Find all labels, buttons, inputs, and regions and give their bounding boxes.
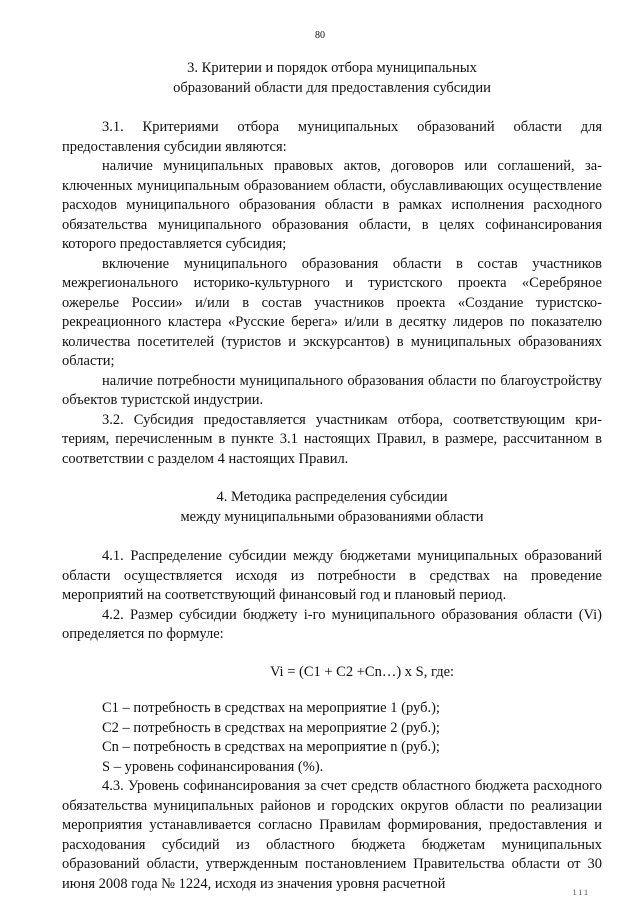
paragraph-4-1: 4.1. Распределение субсидии между бюджетами муниципальных образований области осуществляется исходя из потребности в средствах на проведение мероприятий на соответствующий финансовый год и плановый период. [62,548,602,603]
paragraph-4-2: 4.2. Размер субсидии бюджету i-го муниципального образования области (Vi) определяется по формуле: [62,606,602,642]
definition-c1: C1 – потребность в средствах на мероприятие 1 (руб.); [102,700,440,716]
section-4-heading-line2: между муниципальными образованиями области [180,509,484,525]
subsidy-formula: Vi = (C1 + C2 +Cn…) x S, где: [269,663,455,680]
section-3-heading [62,58,602,98]
criterion-legal-acts: наличие муниципальных правовых актов, договоров или соглашений, заключенных муниципальным образованием области, обуславливающих осуществление расходов муниципального образования области в рамках исполнения расходного обязательства муниципального образования области, в целях софинансирования которого предоставляется субсидия; [62,158,602,252]
document-body [62,58,602,894]
page-number: 80 [315,30,325,41]
paragraph-4-3: 4.3. Уровень софинансирования за счет средств областного бюджета расходного обязательства муниципальных районов и городских округов области по реализации мероприятия устанавливается согласно Правилам формирования, предоставления и расходования субсидий из областного бюджета бюджетам муниципальных образований области, утвержденным постановлением Правительства области от 30 июня 2008 года № 1224, исходя из значения уровня расчетной [62,778,602,892]
criterion-tourist-project: включение муниципального образования области в состав участников межрегионального историко-культурного и туристского проекта «Серебряное ожерелье России» и/или в состав участников проекта «Создание туристскорекреационного кластера «Русские берега» и/или в десятку лидеров по показателю количества посетителей (туристов и экскурсантов) в муниципальных образованиях области; [62,255,602,369]
definition-s: S – уровень софинансирования (%). [102,758,324,775]
section-3-heading-line1: 3. Критерии и порядок отбора муниципальных [187,60,477,76]
section-3-heading-line2: образований области для предоставления субсидии [173,80,491,96]
footer-mark: 111 [572,888,590,897]
paragraph-3-1: 3.1. Критериями отбора муниципальных образований области для предоставления субсидии являются: [62,119,602,155]
section-4-heading-line1: 4. Методика распределения субсидии [216,489,448,505]
definition-cn: Cn – потребность в средствах на мероприятие n (руб.); [102,739,440,755]
section-4-heading [62,487,602,527]
definition-c2: C2 – потребность в средствах на мероприятие 2 (руб.); [102,719,440,736]
criterion-improvement-need: наличие потребности муниципального образования области по благоустройству объектов туристской индустрии. [62,372,602,408]
paragraph-3-2: 3.2. Субсидия предоставляется участникам отбора, соответствующим критериям, перечисленным в пункте 3.1 настоящих Правил, в размере, рассчитанном в соответствии с разделом 4 настоящих Правил. [62,411,602,467]
